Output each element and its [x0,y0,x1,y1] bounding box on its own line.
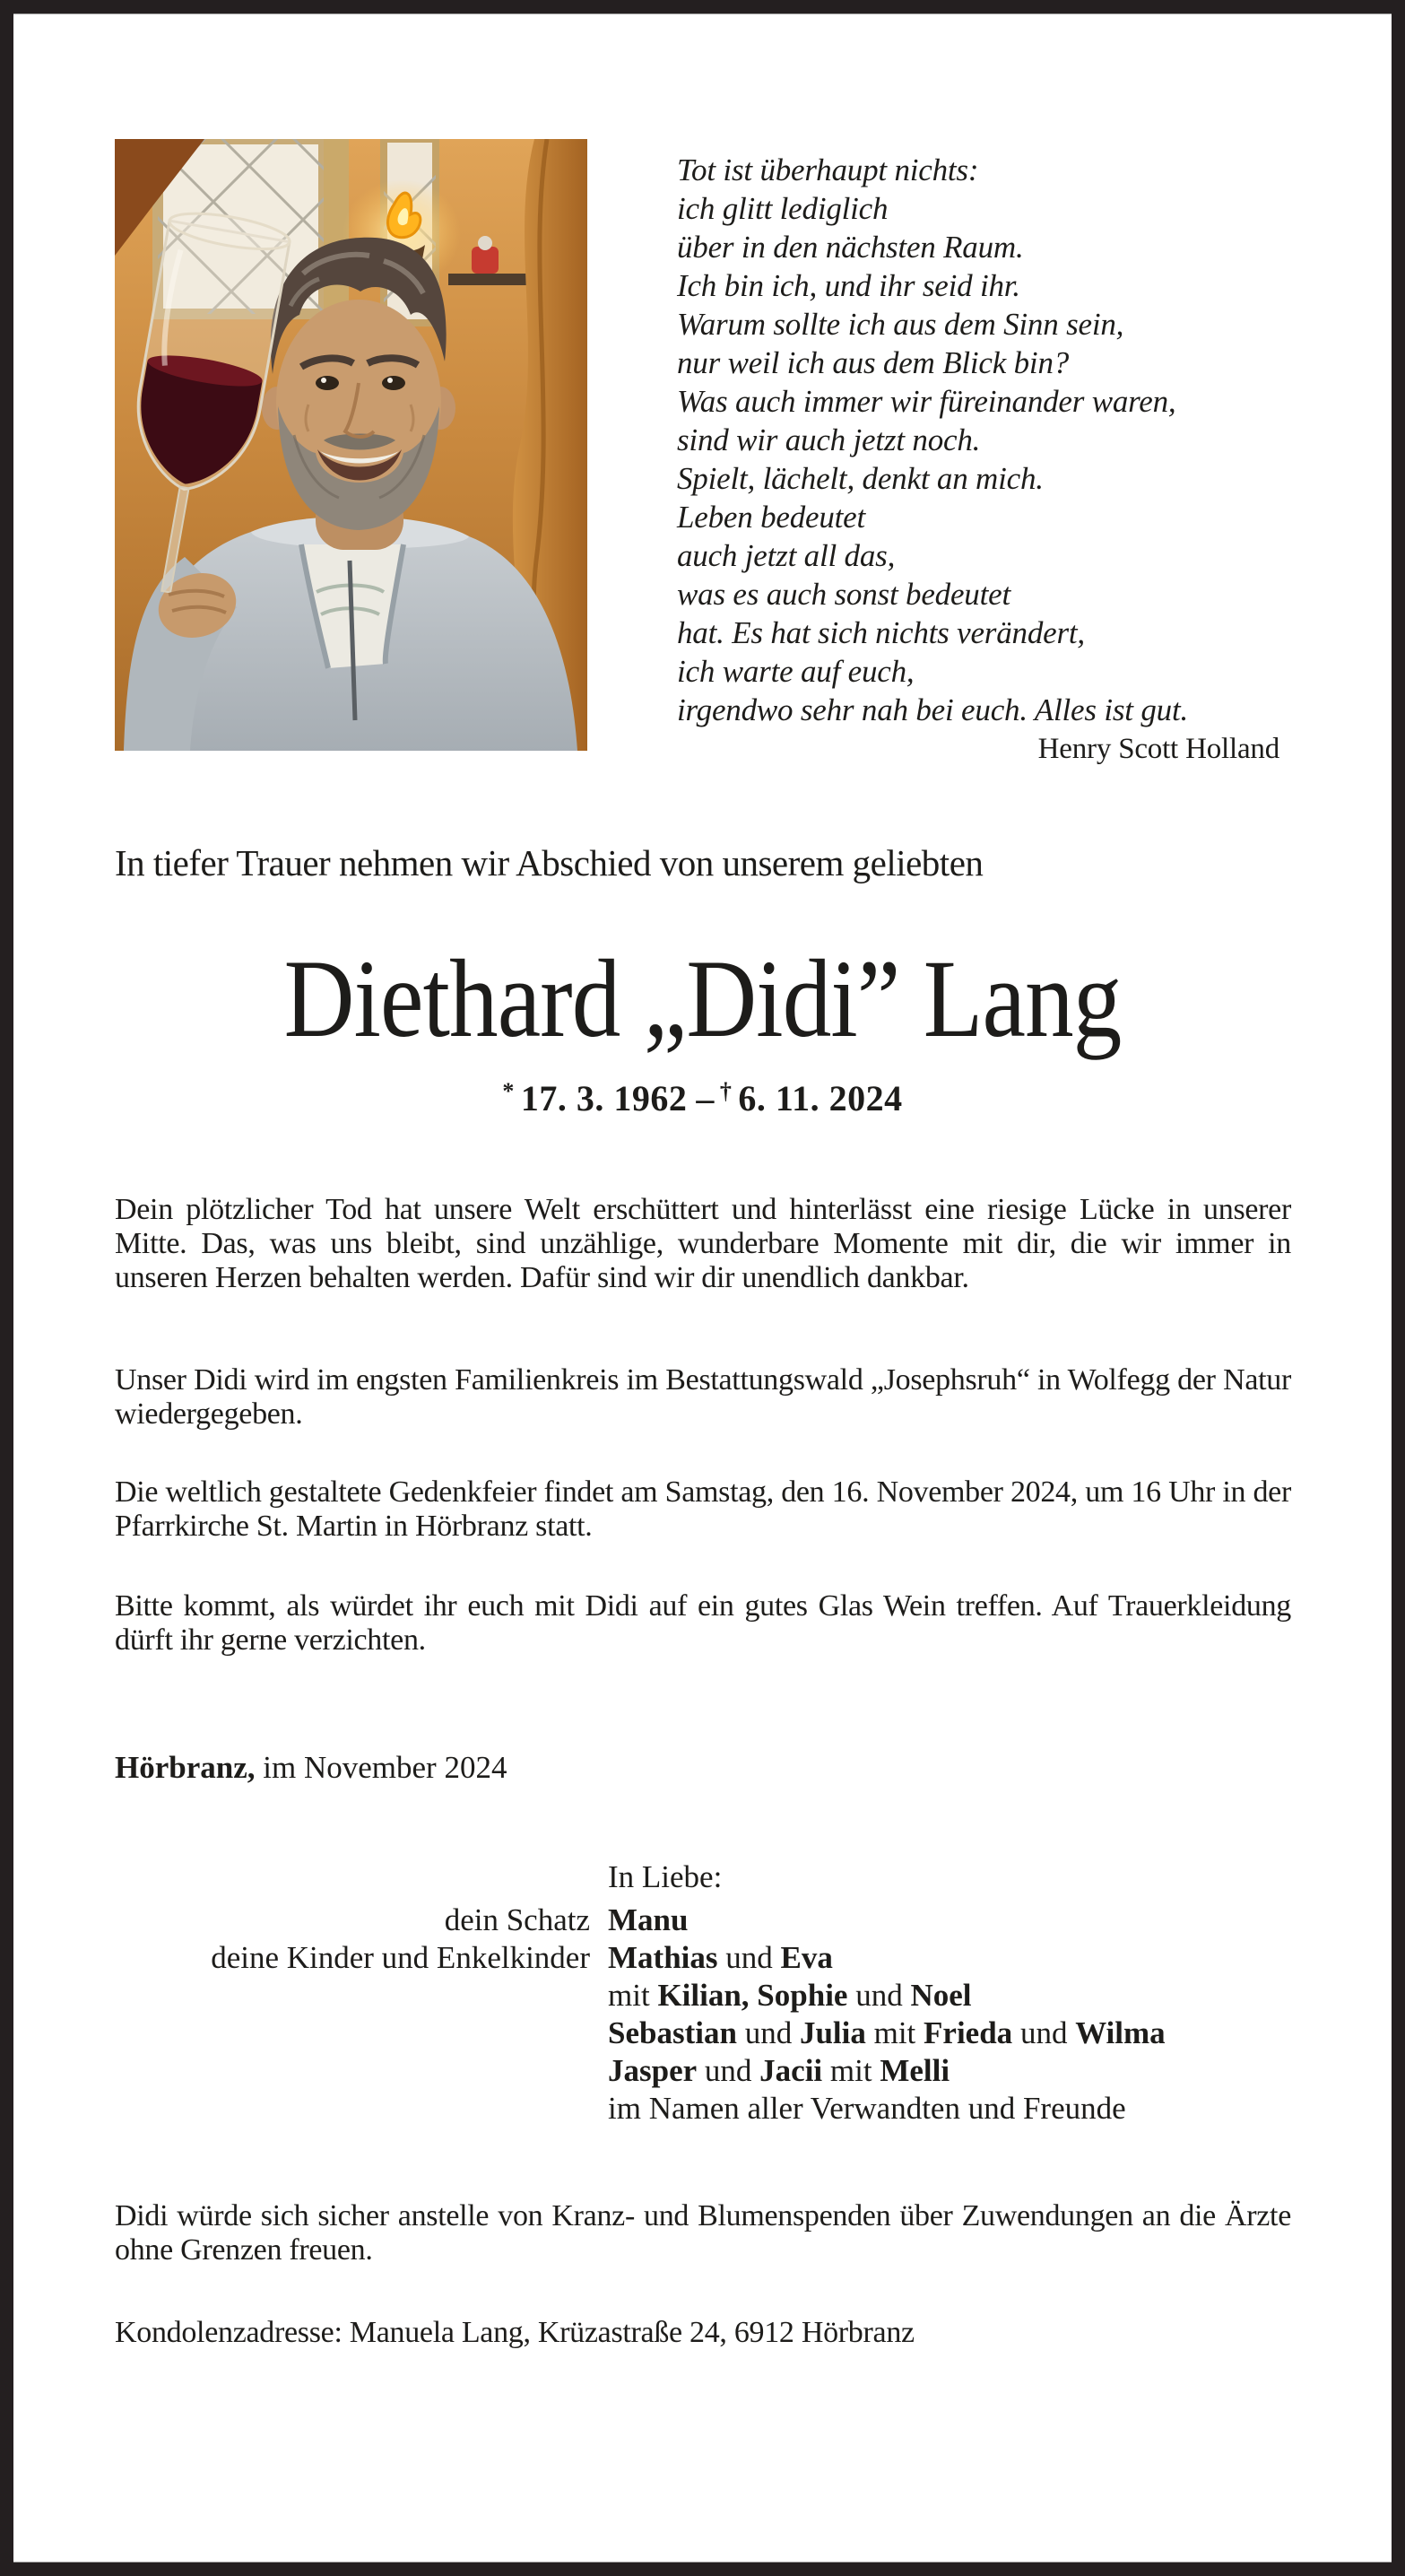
family-names [608,2052,1307,2090]
eye-right [382,376,405,390]
family-text: In Liebe: [608,1859,723,1894]
poem-line: irgendwo sehr nah bei euch. Alles ist gut. [677,692,1189,727]
family-names [608,1977,1307,2015]
family-member-name: Manu [608,1902,689,1937]
poem-attribution: Henry Scott Holland [1037,733,1279,765]
paragraph-grief: Dein plötzlicher Tod hat unsere Welt erschüttert und hinterlässt eine riesige Lücke in unserer Mitte. Das, was uns bleibt, sind unzählige, wunderbare Momente mit dir, die wir immer in unseren Herzen behalten werden. Dafür sind wir dir unendlich dankbar. [115,1193,1291,1294]
family-relation [115,1858,590,1896]
family-text: und [717,1940,781,1975]
place-date-line [115,1751,507,1785]
family-row [115,1858,1307,1896]
poem-line: Was auch immer wir füreinander waren, [677,384,1176,419]
family-member-name: Noel [910,1978,972,2013]
poem-line: Warum sollte ich aus dem Sinn sein, [677,307,1124,342]
poem-line: Ich bin ich, und ihr seid ihr. [677,268,1020,303]
family-member-name: Frieda [924,2015,1013,2050]
poem-line: Spielt, lächelt, denkt an mich. [677,461,1044,496]
family-text: mit [608,1978,658,2013]
paragraph-donations: Didi würde sich sicher anstelle von Kranz- und Blumenspenden über Zuwendungen an die Ärzte ohne Grenzen freuen. [115,2199,1291,2267]
family-names [608,1939,1307,1977]
family-member-name: Eva [780,1940,833,1975]
family-member-name: Mathias [608,1940,718,1975]
poem-line: hat. Es hat sich nichts verändert, [677,615,1085,650]
family-row [115,2015,1307,2052]
poem-line: Tot ist überhaupt nichts: [677,152,979,187]
deceased-name-text: Diethard „Didi” Lang [283,937,1122,1060]
family-relation [115,2015,590,2052]
family-row [115,1977,1307,2015]
family-row [115,2052,1307,2090]
paragraph-memorial-service: Die weltlich gestaltete Gedenkfeier findet am Samstag, den 16. November 2024, um 16 Uhr in der Pfarrkirche St. Martin in Hörbranz statt. [115,1475,1291,1543]
date-text: im November 2024 [255,1750,507,1785]
family-text: im Namen aller Verwandten und Freunde [608,2091,1126,2126]
family-relation: deine Kinder und Enkelkinder [211,1940,590,1975]
family-row [115,2090,1307,2128]
poem-line: nur weil ich aus dem Blick bin? [677,345,1070,380]
family-names [608,2015,1307,2052]
family-relation [115,2090,590,2128]
family-names [608,1902,1307,1939]
family-text: mit [822,2053,880,2088]
death-symbol: † [719,1078,733,1104]
paragraph-dress-code: Bitte kommt, als würdet ihr euch mit Didi auf ein gutes Glas Wein treffen. Auf Trauerkleidung dürft ihr gerne verzichten. [115,1589,1291,1657]
memorial-poem [677,151,1279,769]
intro-line: In tiefer Trauer nehmen wir Abschied von unserem geliebten [115,842,984,883]
family-relation: dein Schatz [444,1902,590,1937]
poem-line: ich glitt lediglich [677,191,889,226]
deceased-name [0,937,1405,1060]
poem-line: sind wir auch jetzt noch. [677,422,981,457]
family-text: und [1012,2015,1076,2050]
paragraph-burial: Unser Didi wird im engsten Familienkreis im Bestattungswald „Josephsruh“ in Wolfegg der Natur wiedergegeben. [115,1363,1291,1431]
dates-separator: – [696,1078,715,1118]
poem-line: über in den nächsten Raum. [677,230,1024,265]
family-member-name: Wilma [1075,2015,1166,2050]
family-row [115,1939,1307,1977]
family-relation [115,1977,590,2015]
place-name: Hörbranz, [115,1750,256,1785]
family-member-name: Melli [880,2053,950,2088]
birth-date: 17. 3. 1962 [520,1078,688,1118]
poem-lines [677,151,1279,729]
eye-left [316,376,339,390]
family-text: und [697,2053,760,2088]
family-member-name: Sebastian [608,2015,737,2050]
family-relation [115,2052,590,2090]
condolence-address: Kondolenzadresse: Manuela Lang, Krüzastraße 24, 6912 Hörbranz [115,2316,915,2349]
family-text: mit [865,2015,924,2050]
family-text: und [847,1978,911,2013]
family-names [608,1858,1307,1896]
poem-line: ich warte auf euch, [677,654,915,689]
birth-symbol: * [502,1078,515,1104]
poem-line: Leben bedeutet [677,500,866,535]
family-list [115,1858,1307,2128]
family-text: und [736,2015,800,2050]
family-row [115,1902,1307,1939]
poem-line: was es auch sonst bedeutet [677,577,1010,612]
family-member-name: Kilian, Sophie [657,1978,848,2013]
portrait-photo [115,139,587,751]
poem-line: auch jetzt all das, [677,538,896,573]
life-dates [0,1078,1405,1118]
death-date: 6. 11. 2024 [738,1078,903,1118]
family-member-name: Julia [799,2015,866,2050]
family-member-name: Jacii [759,2053,823,2088]
portrait-photo-art [115,139,587,751]
family-names [608,2090,1307,2128]
family-member-name: Jasper [608,2053,698,2088]
